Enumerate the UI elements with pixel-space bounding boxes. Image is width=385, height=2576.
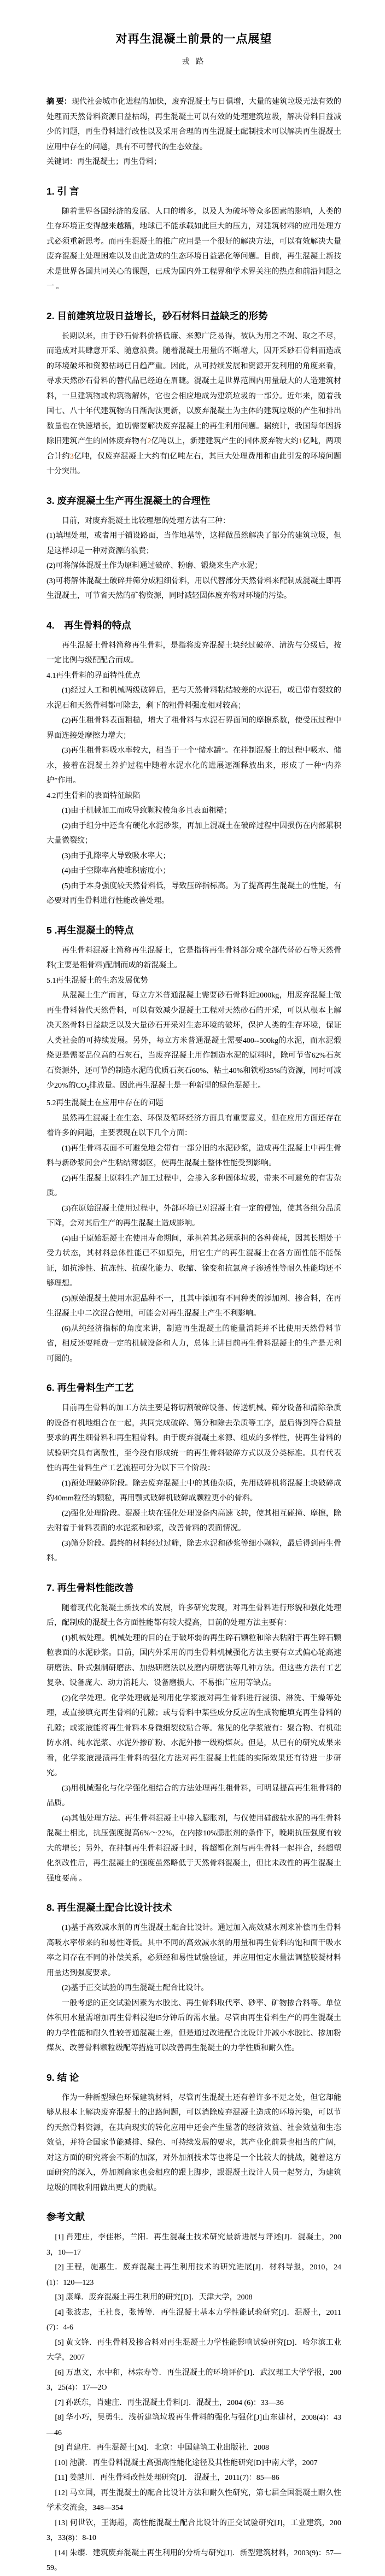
paragraph [46, 1141, 341, 1171]
text-run: 随着世界各国经济的发展、人口的增多，以及人为破坏等众多因素的影响，人类的生存环境正变得越来越糟，地球已不能承载如此巨大的压力，对建筑材料的应用处理方式必须重新思考。而再生混凝土的推广应用是一个很好的解决方法，可以有效解决大量废弃混凝土处理困难以及由此造成的生态环境日益恶化等问题。目前，再生混凝土新技术是世界各国共同关心的课题，已成为国内外工程界和学术界关注的热点和前沿问题之一 。 [46, 207, 341, 291]
paragraph [46, 529, 341, 559]
reference-item [46, 2486, 341, 2516]
paragraph [46, 1476, 341, 1506]
text-run: [9] 肖建庄．再生混凝土[M]．北京：中国建筑工业出版社．2008 [55, 2444, 269, 2452]
text-run: [8] 华小巧，吴勇生．浅析建筑垃圾再生骨料的强化与强化[J]山东建材，2008(4)：43—46 [46, 2414, 341, 2437]
abstract-label: 摘 要： [46, 98, 72, 106]
text-run: 5.2再生混凝土在应用中存在的问题 [46, 1099, 164, 1108]
paragraph [46, 1322, 341, 1367]
text-run: (2)可将解体混凝土作为原料通过破碎、粉磨、锻烧来生产水泥； [46, 562, 262, 570]
text-run: (2)化学处理。化学处理就是利用化学浆液对再生骨料进行浸渍、淋洗、干燥等处理，或直接填充再生骨料的孔隙；或与骨料中某些成分反应的生成物能填充再生骨料的孔隙；或浆液能将再生骨料本身微细裂纹粘合等。常见的化学浆液有：聚合物、有机硅防水剂、纯水泥浆、水泥外掺矿粉、水泥外掺一级粉煤灰。但是，从已有的研究成果来看，化学浆液浸渍再生骨料的强化方法对再生混凝土性能的实际效果还有待进一步研究。 [46, 1694, 341, 1778]
text-run: (2)由于组分中还含有硬化水泥砂浆，再加上混凝土在破碎过程中因损伤在内部累积大量微裂纹； [46, 821, 341, 845]
author-name: 戎 路 [182, 58, 206, 66]
paragraph [46, 1292, 341, 1322]
text-run: (1)机械处理。机械处理的目的在于破坏弱的再生碎石颗粒和除去粘附于再生碎石颗粒表面的水泥砂浆。目前，国内外采用的再生骨料机械强化方法主要有立式偏心轮高速研磨法、卧式强制研磨法、加热研磨法以及磨内研磨法等几种方法。但这些方法有工艺复杂、设备庞大、动力消耗大、设备磨损大、不易推广应用等缺点。 [46, 1634, 341, 1688]
text-run: [3] 康峰．废弃混凝土再生利用的研究[D]．天津大学，2008 [55, 2293, 253, 2302]
paragraph [46, 2091, 341, 2196]
paragraph [46, 683, 341, 713]
paragraph [46, 879, 341, 909]
paragraph [46, 1111, 341, 1141]
text-run: (2)基于正交试验的再生混凝土配合比设计。 [62, 1984, 209, 1993]
section-heading: 4. 再生骨料的特点 [46, 619, 131, 631]
text-run: (5)原始混凝土使用水泥品种不一，且其中添加有不同种类的添加剂、掺合料，在再生混凝土中二次混合使用，可能会对再生混凝土产生不利影响。 [46, 1294, 341, 1318]
paragraph [46, 204, 341, 295]
abstract-paragraph [46, 95, 341, 155]
text-run: (3)再生粗骨料吸水率较大，相当于一个“储水罐”。在拌制混凝土的过程中吸水、储水，接着在混凝土养护过程中随着水泥水化的进展逐渐释放出来，形成了一种“内养护”作用。 [46, 747, 341, 785]
text-run: [12] 马立国，再生混凝土的配合比设计方法和耐久性研究，第七届全国混凝土耐久性学术交流会，348—354 [46, 2489, 341, 2513]
section-heading: 8. 再生混凝土配合比设计技术 [46, 1902, 172, 1914]
text-run: (3)用机械强化与化学强化相结合的方法处理再生粗骨料，可明显提高再生粗骨料的品质。 [46, 1784, 341, 1808]
text-run: (3)可将解体混凝土破碎并筛分成粗细骨料，用以代替部分天然骨料来配制成混凝土即再生混凝土，可节省天然的矿物资源，同时减轻固体废弃物对环境的污染。 [46, 577, 341, 600]
text-run: [4] 张波志，王社良，张博等．再生混凝土基本力学性能试验研究[J]．混凝土，2011(7)：4-6 [46, 2308, 341, 2332]
text-run: (3)筛分阶段。最终的材料经过过筛，除去水泥和砂浆等细小颗粒，最后得到再生骨料。 [46, 1539, 341, 1563]
page-title: 对再生混凝土前景的一点展望 [115, 33, 272, 45]
keywords-line: 关键词：再生混凝土；再生骨料； [46, 158, 161, 166]
reference-item [46, 2546, 341, 2576]
text-run: [13] 何世钦，王海超，高性能混凝土配合比设计的正交试验研究[J]，工业建筑，2003，33(8)：8-10 [46, 2519, 341, 2543]
paragraph [46, 803, 341, 819]
text-run: 4.2再生骨料的表面特征缺陷 [46, 791, 141, 800]
text-run: [1] 肖建庄，李佳彬，兰阳．再生混凝土技术研究最新进展与评述[J]．混凝土，2003，10—17 [46, 2233, 341, 2257]
text-run: (1)由于机械加工而成导致颗粒棱角多且表面粗糙； [62, 807, 232, 815]
paragraph [46, 1981, 341, 1996]
reference-item [46, 2366, 341, 2396]
text-run: 作为一种新型绿色环保建筑材料，尽管再生混凝土还有着许多不足之处，但它却能够从根本上解决废弃混凝土的出路问题，可以消除废弃混凝土造成的环境污染，可以节约天然骨料资源，在其向现实的转化应用中还会产生显著的经济效益、社会效益和生态效益，并符合国家节能减排、绿色、可持续发展的要求，其产业化前景也相当的广阔，对这方面的研究将会不断的加深，对外加剂技术等也将是一个比较大的挑战，随着这方面研究的深入，外加剂商家也会相应的跟上脚步，跟混凝土设计人员一起努力，为建筑垃圾的回收利用做出更大的贡献。 [46, 2093, 341, 2192]
paragraph [46, 1401, 341, 1476]
section-heading: 9. 结 论 [46, 2072, 79, 2083]
text-run: (1)预处理破碎阶段。除去废弃混凝土中的其他杂质，先用破碎机将混凝土块破碎成约40mm粒径的颗粒，再用颚式破碎机破碎成颗粒更小的骨料。 [46, 1479, 341, 1503]
text-run: (4)其他处理方法。再生骨料混凝土中掺入膨胀剂，与仅使用硅酸盐水泥的再生骨料混凝土相比，抗压强度提高6%～22%，在内掺10%膨胀剂的条件下，晚期抗压强度有较大的增长；另外，在拌制再生骨料混凝土时，将超塑化剂与再生骨料一起拌合，经超塑化剂改性后，再生混凝土的强度虽然略低于天然骨料混凝土，但比未改性的再生混凝土强度要高 。 [46, 1814, 341, 1883]
text-run: (1)填埋处理，或者用于铺设路面，当作地基等，这样做虽然解决了部分的建筑垃圾，但是这样却是一种对资源的浪费； [46, 532, 341, 555]
paragraph [46, 988, 341, 1096]
paragraph [46, 1781, 341, 1811]
text-run: [11] 姜越川．再生骨料改性处理研究[J]． 混凝土，2011(7)：85—86 [55, 2474, 279, 2483]
text-run: (1)经过人工和机械两级破碎后，把与天然骨料粘结较差的水泥石，或已带有裂纹的水泥石和天然骨料都可除去，剩下的粗骨料强度相对较高； [46, 686, 341, 710]
text-run: (4)由于原始混凝土在使用寿命期间，承担着其必须承担的各种荷载，因其长期处于受力状态，其材料总体性能已不如原先，用它生产的再生混凝土在各方面性能不能保证，如抗渗性、抗冻性、抗碳化能力、收缩、徐变和抗氯离子渗透性等耐久性能均还不够理想。 [46, 1234, 341, 1288]
paragraph [46, 1921, 341, 1981]
text-run: [2] 王程，施惠生．废弃混凝土再生利用技术的研究进展[J]．材料导报，2010，24(1)：120—123 [46, 2263, 341, 2287]
section-heading: 参考文献 [46, 2211, 85, 2223]
paragraph [46, 329, 341, 479]
reference-item [46, 2516, 341, 2546]
paragraph [46, 574, 341, 604]
highlighted-number: 3 [69, 452, 74, 461]
abstract-text: 现代社会城市化进程的加快，废弃混凝土与日俱增，大量的建筑垃圾无法有效的处理而天然骨料资源日益枯竭，再生混凝土可以有效的处理建筑垃圾，解决骨料日益减少的问题，再生骨料进行改性以及采用合理的再生混凝土配制技术可以解决再生混凝土应用中存在的问题，具有不可替代的生态效益。 [46, 98, 342, 151]
text-run: 排放量。因此再生混凝土是一种新型的绿色混凝土。 [89, 1082, 266, 1090]
text-run: (2)强化处理阶段。混凝土块在强化处理设备内高速飞转，使其相互碰撞、摩擦，除去附着于骨料表面的水泥浆和砂浆，改善骨料的表面情况。 [46, 1509, 341, 1533]
paragraph [46, 1691, 341, 1781]
text-run: 4.1再生骨料的界面特性优点 [46, 671, 141, 680]
text-run: 亿吨以上，新建建筑产生的固体废弃物大约 [151, 437, 299, 445]
reference-item [46, 2230, 341, 2260]
text-run: 随着现代化混凝土新技术的发展，许多研究发现，对再生骨料进行形貌和强化处理后，配制成的混凝土各方面性能都有较大提高，目前的处理方法主要有： [46, 1604, 341, 1628]
text-run: 亿吨，仅废弃混凝土大约有l亿吨左右，其巨大处理费用和由此引发的环境问题十分突出。 [46, 452, 342, 476]
section-heading: 5 .再生混凝土的特点 [46, 924, 134, 936]
text-run: 5.1再生混凝土的生态发展优势 [46, 976, 148, 985]
text-run: (3)在原始混凝土使用过程中，外部环境已对混凝土有一定的侵蚀，使其各组分品质下降，会对其后生产的再生混凝土造成影响。 [46, 1204, 341, 1228]
section-heading: 2. 目前建筑垃圾日益增长，砂石材料日益缺乏的形势 [46, 310, 268, 321]
text-run: 再生混凝土骨料简称再生骨料，是指将废弃混凝土块经过破碎、清洗与分级后，按一定比例与级配配合而成。 [46, 641, 341, 665]
paragraph [46, 514, 341, 529]
section-heading: 6. 再生骨料生产工艺 [46, 1382, 134, 1394]
text-run: [5] 黄文锋．再生骨料及掺合料对再生混凝土力学性能影响试验研究[D]．哈尔滨工业大学，2007 [46, 2338, 341, 2362]
text-run: 再生骨料混凝土简称再生混凝土，它是指将再生骨料部分或全部代替砂石等天然骨料(主要是粗骨料)配制而成的新混凝土。 [46, 946, 341, 970]
highlighted-number: 1 [299, 437, 303, 445]
paragraph [46, 1171, 341, 1201]
text-run: [7] 孙跃东，肖建庄．再生混凝土骨料[J]．混凝土，2004 (6)：33—36 [55, 2398, 284, 2407]
paragraph [46, 819, 341, 849]
paragraph [46, 849, 341, 864]
reference-item [46, 2290, 341, 2305]
text-run: 长期以来，由于砂石骨料价格低廉、来源广泛易得，被认为用之不竭、取之不尽，而造成对其肆意开采、随意浪费。随着混凝土用量的不断增大，因开采砂石骨料而造成的环境破坏和资源枯竭已日趋严重。因此，从可持续发展和资源开发利用的角度来看，寻求天然砂石骨料的替代品已经迫在眉睫。混凝土是世界范围内用量最大的人造建筑材料，一旦建筑物或构筑物解体，它也会相应地成为建筑垃圾的一部分。近年来，随着我国七、八十年代建筑物的日渐淘汰更新，以废弃混凝土为主体的建筑垃圾的产生和排出数量也在快速增长，迫切需要解决废弃混凝土的再生利用问题。据统计，我国每年因拆除旧建筑产生的固体废弃物有 [46, 332, 341, 445]
reference-item [46, 2471, 341, 2486]
text-run: [6] 万惠文，水中和，林宗寿等．再生混凝土的环境评价[J]．武汉理工大学学报，2003，25(4)：17—2O [46, 2368, 341, 2392]
reference-item [46, 2336, 341, 2366]
paragraph [46, 1631, 341, 1691]
text-run: (1)再生骨料表面不可避免地会带有一部分旧的水泥砂浆，造成再生混凝土中再生骨料与新砂浆间会产生粘结薄弱区，使再生混凝土整体性能受到影响。 [46, 1144, 341, 1168]
reference-item [46, 2410, 341, 2440]
text-run: 从混凝土生产而言，每立方米普通混凝土需要砂石骨料近2000kg，用废弃混凝土做再生骨料替代天然骨料，可以有效减少混凝土工程对天然砂石的开采，可以从根本上解决天然骨料日益缺乏以及大量砂石开采对生态环境的破坏，保护人类的生存环境，保证人类社会的可持续发展。另外，每立方米普通混凝土需要400--500kg的水泥，而水泥煅烧更是需要品位高的石灰石，当废弃混凝土用作制造水泥的原料时，除可节省62%石灰石资源外，还可节约制造水泥的优质石灰石60%、粘土40%和铁粉35%的资源，同时可减少20%的CO [46, 991, 341, 1090]
paragraph [46, 1601, 341, 1631]
paragraph [46, 743, 341, 789]
paragraph [46, 638, 341, 668]
subsection-heading [46, 973, 341, 989]
text-run: (5)由于本身强度较天然骨料低，导致压碎指标高。为了提高再生混凝土的性能，有必要对再生骨料进行性能改善处理。 [46, 882, 341, 905]
sections [46, 184, 341, 2576]
paragraph [46, 1506, 341, 1536]
text-run: 虽然再生混凝土在生态、环保及循环经济方面具有重要意义，但在应用方面还存在着许多的问题，主要表现在以下几个方面： [46, 1114, 341, 1138]
subsection-heading [46, 1096, 341, 1111]
subsection-heading [46, 789, 341, 804]
highlighted-number: 2 [147, 437, 151, 445]
subscript-text: 2 [86, 1085, 90, 1092]
paragraph [46, 1201, 341, 1231]
abstract-block [46, 95, 341, 170]
text-run: (6)从纯经济指标的角度来讲，制造再生混凝土的能量消耗并不比使用天然骨料节省，相反还要耗费一定的机械设备和人力，总体上讲目前再生骨料混凝土的生产是无利可图的。 [46, 1324, 341, 1363]
text-run: [14] 朱缨．建筑废弃混凝土再生利用的分析与研究[J]．新型建筑材料，2003(9)：57—59。 [46, 2549, 341, 2573]
text-run: (4)由于空隙率高使堆积密度小； [62, 867, 171, 875]
text-run: [10] 池漪．再生骨料混凝土高强高性能化途径及其性能研究[D]中南大学，2007 [55, 2458, 318, 2467]
section-heading: 3. 废弃混凝土生产再生混凝土的合理性 [46, 495, 211, 506]
paragraph [46, 1231, 341, 1292]
paragraph [46, 1996, 341, 2056]
text-run: (3)由于孔隙率大导致吸水率大； [62, 852, 171, 860]
reference-item [46, 2396, 341, 2411]
text-run: 一般考虑的正交试验因素为水胶比、再生骨料取代率、砂率、矿物掺合料等。单位体积用水量需增加再生骨料浸泡l5分钟后的需水量。尽管由再生骨料生产的再生混凝土的力学性能和耐久性较普通混凝土差，但是通过改进配合比设计并减小水胶比、掺加粉煤灰、改善骨料颗粒级配等措施可以改善再生混凝土的力学性质和耐久性。 [46, 1999, 341, 2053]
paragraph [46, 864, 341, 879]
reference-item [46, 2440, 341, 2456]
subsection-heading [46, 668, 341, 684]
text-run: 目前，对废弃混凝土比较理想的处理方法有三种： [62, 517, 230, 525]
text-run: (2)再生粗骨料表面粗糙，增大了粗骨料与水泥石界面间的摩擦系数，使受压过程中界面连接处摩擦力增大； [46, 717, 341, 740]
paragraph [46, 1811, 341, 1887]
text-run: (2)再生混凝土原料生产加工过程中，会掺入多种固体垃圾，带来不可避免的有害杂质。 [46, 1174, 341, 1198]
paragraph [46, 713, 341, 743]
reference-item [46, 2456, 341, 2471]
paragraph [46, 1536, 341, 1566]
text-run: (1)基于高效减水剂的再生混凝土配合比设计。通过加入高效减水剂来补偿再生骨料高吸水率带来的和易性降低。其中不同的高效减水剂的用量和再生骨料的饱和面干吸水率之间存在不同的补偿关系，必须经和易性试验验证，并应用恒定水量法调整胶凝材料用量达到强度要求。 [46, 1924, 341, 1978]
paragraph [46, 943, 341, 973]
section-heading: 1. 引 言 [46, 185, 79, 197]
section-heading: 7. 再生骨料性能改善 [46, 1582, 134, 1593]
text-run: 目前再生骨料的加工方法主要是将切割破碎设备、传送机械、筛分设备和清除杂质的设备有机地组合在一起，共同完成破碎、筛分和除去杂质等工序，最后得到符合质量要求的再生细骨料和再生粗骨料。由于废弃混凝土来源、组成的多样性，使再生骨料的试验研究具有离散性，至今没有形成统一的再生骨料破碎方式以及分类标准。具有代表性的再生骨料生产工艺流程可分为以下三个阶段： [46, 1404, 341, 1473]
reference-item [46, 2260, 341, 2290]
paragraph [46, 559, 341, 574]
reference-item [46, 2305, 341, 2336]
text-run: 亿吨，两项合计约 [46, 437, 342, 461]
